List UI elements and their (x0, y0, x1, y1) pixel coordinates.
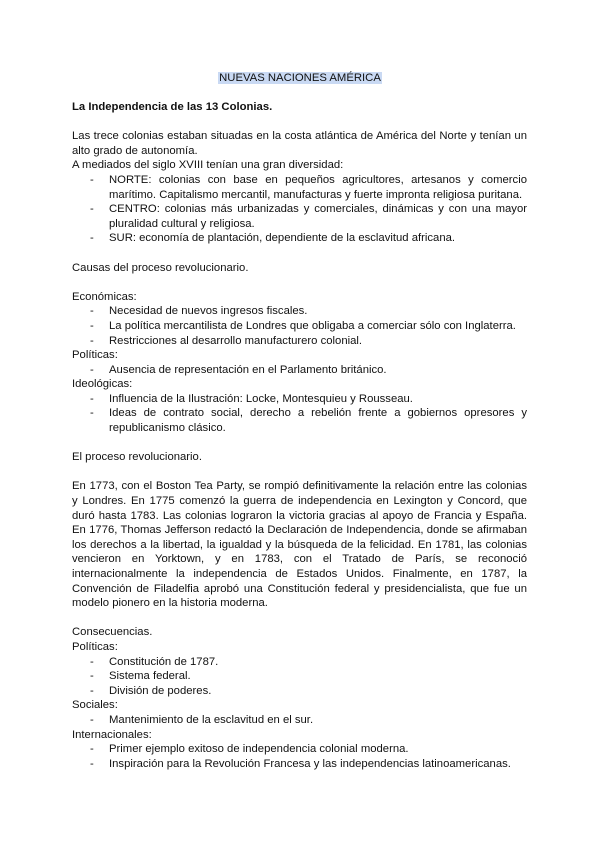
intro-paragraph: Las trece colonias estaban situadas en la costa atlántica de América del Norte y tenían un alto grado de autonomía. (72, 130, 527, 157)
economic-label: Económicas: (72, 290, 137, 303)
list-item: - Influencia de la Ilustración: Locke, Montesquieu y Rousseau. (90, 392, 413, 405)
list-item: - Primer ejemplo exitoso de independencia colonial moderna. (90, 743, 409, 756)
social-list (72, 713, 527, 728)
international-label: Internacionales: (72, 728, 152, 741)
diversity-intro: A mediados del siglo XVIII tenían una gran diversidad: (72, 159, 344, 172)
political-label: Políticas: (72, 349, 118, 362)
document-title-line (0, 71, 600, 86)
list-item: - División de poderes. (90, 684, 212, 697)
section-heading: La Independencia de las 13 Colonias. (72, 101, 273, 113)
ideological-list (72, 392, 527, 436)
regions-list (72, 173, 527, 246)
list-item: - Mantenimiento de la esclavitud en el sur. (90, 713, 314, 726)
list-item: - Sistema federal. (90, 670, 191, 683)
economic-list (72, 304, 527, 348)
list-item: - SUR: economía de plantación, dependiente de la esclavitud africana. (90, 232, 456, 245)
document-body (72, 100, 527, 771)
political-list (72, 363, 527, 378)
list-item: - Ideas de contrato social, derecho a rebelión frente a gobiernos opresores y republicanismo clásico. (90, 407, 527, 435)
social-label: Sociales: (72, 699, 118, 712)
causes-title: Causas del proceso revolucionario. (72, 261, 249, 274)
list-item: - Inspiración para la Revolución Francesa y las independencias latinoamericanas. (90, 757, 511, 770)
list-item: - Constitución de 1787. (90, 655, 219, 668)
process-title: El proceso revolucionario. (72, 451, 202, 464)
process-paragraph: En 1773, con el Boston Tea Party, se rompió definitivamente la relación entre las colonias y Londres. En 1775 comenzó la guerra de independencia en Lexington y Concord, que duró hasta 1783. Las colonias lograron la victoria gracias al apoyo de Francia y España. En 1776, Thomas Jefferson redactó la Declaración de Independencia, donde se afirmaban los derechos a la libertad, la igualdad y la búsqueda de la felicidad. En 1781, las colonias vencieron en Yorktown, y en 1783, con el Tratado de París, se reconoció internacionalmente la independencia de Estados Unidos. Finalmente, en 1787, la Convención de Filadelfia aprobó una Constitución federal y presidencialista, que fue un modelo pionero en la historia moderna. (72, 480, 527, 610)
ideological-label: Ideológicas: (72, 378, 133, 391)
international-list (72, 742, 527, 771)
list-item: - NORTE: colonias con base en pequeños agricultores, artesanos y comercio marítimo. Capitalismo mercantil, manufacturas y fuerte impronta religiosa puritana. (90, 173, 527, 201)
list-item: - La política mercantilista de Londres que obligaba a comerciar sólo con Inglaterra. (90, 319, 516, 332)
list-item: - Necesidad de nuevos ingresos fiscales. (90, 305, 308, 318)
cons-political-label: Políticas: (72, 640, 118, 653)
document-title[interactable]: NUEVAS NACIONES AMÉRICA (219, 72, 381, 84)
list-item: - CENTRO: colonias más urbanizadas y comerciales, dinámicas y con una mayor pluralidad cultural y religiosa. (90, 203, 527, 230)
list-item: - Ausencia de representación en el Parlamento británico. (90, 363, 387, 376)
cons-political-list (72, 655, 527, 699)
consequences-title: Consecuencias. (72, 626, 153, 639)
list-item: - Restricciones al desarrollo manufacturero colonial. (90, 334, 363, 347)
